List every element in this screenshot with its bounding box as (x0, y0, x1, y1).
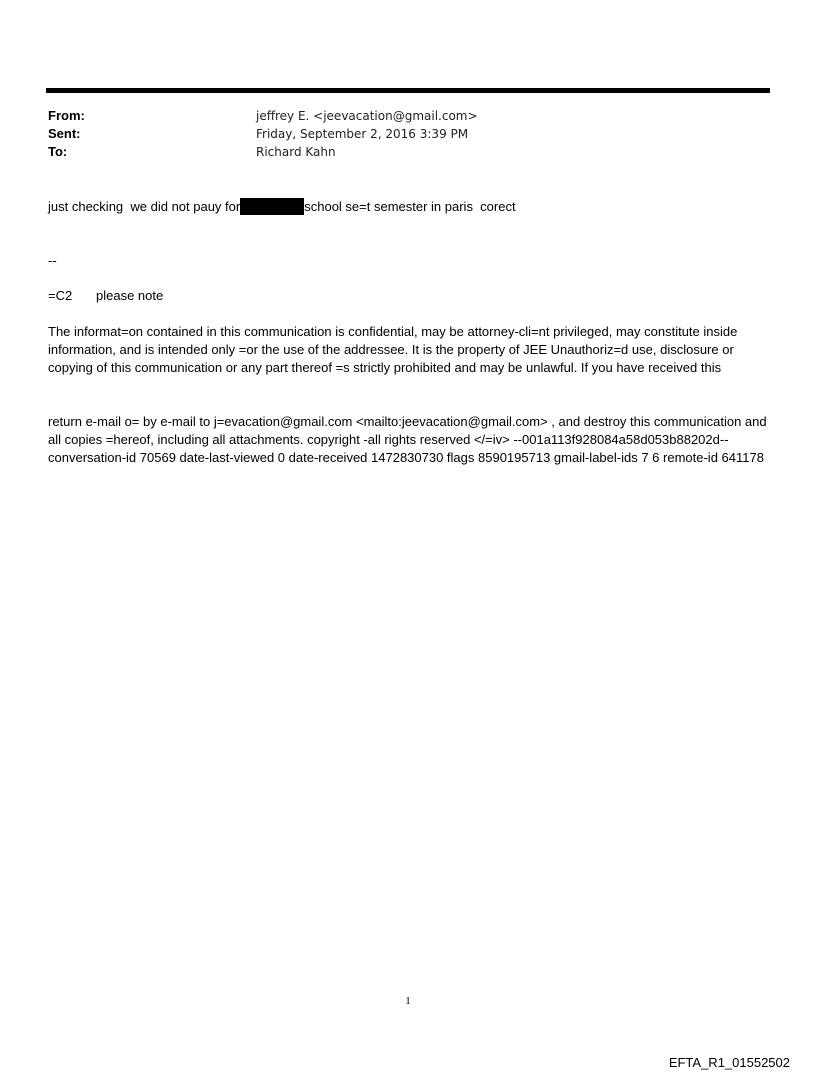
page-number: 1 (405, 995, 411, 1007)
footer-metadata-text: return e-mail o= by e-mail to j=evacation@gmail.com <mailto:jeevacation@gmail.com> , and destroy this communication and all copies =hereof, including all attachments. copyright -all rights reserved </=iv> --001a113f928084a58d053b88202d-- conversation-id 70569 date-last-viewed 0 date-received 1472830730 flags 8590195713 gmail-label-ids 7 6 remote-id 641178 (48, 414, 767, 465)
signature-separator: -- (48, 253, 57, 268)
sent-label: Sent: (48, 126, 81, 141)
email-header (48, 107, 768, 161)
confidentiality-disclaimer: The informat=on contained in this communication is confidential, may be attorney-cli=nt privileged, may constitute inside information, and is intended only =or the use of the addressee. It is the property of JEE Unauthoriz=d use, disclosure or copying of this communication or any part thereof =s strictly prohibited and may be unlawful. If you have received this (48, 324, 738, 375)
sent-value: Friday, September 2, 2016 3:39 PM (256, 127, 469, 141)
from-value: jeffrey E. <jeevacation@gmail.com> (256, 109, 478, 123)
to-row (48, 143, 768, 161)
document-id: EFTA_R1_01552502 (668, 1055, 790, 1070)
to-value: Richard Kahn (256, 145, 336, 159)
to-label: To: (48, 144, 68, 159)
message-line (48, 198, 516, 216)
note-prefix: =C2 (48, 288, 73, 303)
from-row (48, 107, 768, 125)
message-text-after: school se=t semester in paris corect (304, 199, 516, 214)
from-label: From: (48, 108, 85, 123)
note-line (48, 287, 163, 305)
message-text-before: just checking we did not pauy for (48, 199, 241, 214)
note-text: please note (96, 288, 164, 303)
sent-row (48, 125, 768, 143)
header-rule (46, 88, 770, 93)
redaction-box (240, 198, 304, 215)
